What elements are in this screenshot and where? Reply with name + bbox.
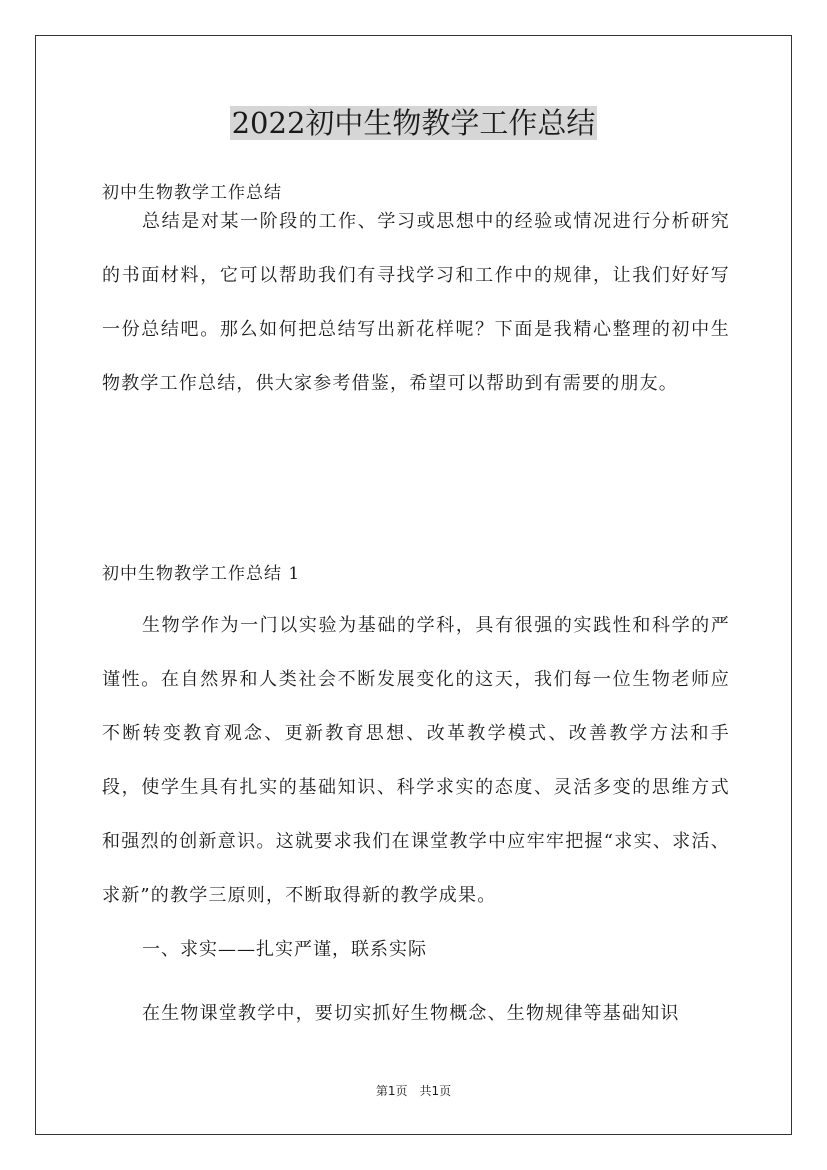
subheading-1: 一、求实——扎实严谨，联系实际 [142,939,427,960]
paragraph-2: 在生物课堂教学中，要切实抓好生物概念、生物规律等基础知识 [142,1003,680,1024]
intro-paragraph: 总结是对某一阶段的工作、学习或思想中的经验或情况进行分析研究的书面材料，它可以帮助我们有寻找学习和工作中的规律，让我们好好写一份总结吧。那么如何把总结写出新花样呢？下面是我精心整理的初中生物教学工作总结，供大家参考借鉴，希望可以帮助到有需要的朋友。 [102,211,730,394]
section1-heading: 初中生物教学工作总结 1 [102,564,301,584]
page-indicator: 第1页 共1页 [375,1084,452,1098]
page-footer [0,1083,827,1099]
document-title-text: 2022初中生物教学工作总结 [231,106,596,140]
section1-paragraph: 生物学作为一门以实验为基础的学科，具有很强的实践性和科学的严谨性。在自然界和人类社会不断发展变化的这天，我们每一位生物老师应不断转变教育观念、更新教育思想、改革教学模式、改善教学方法和手段，使学生具有扎实的基础知识、科学求实的态度、灵活多变的思维方式和强烈的创新意识。这就要求我们在课堂教学中应牢牢把握“求实、求活、求新”的教学三原则，不断取得新的教学成果。 [102,615,730,906]
document-title [0,103,827,143]
intro-heading: 初中生物教学工作总结 [102,183,282,203]
